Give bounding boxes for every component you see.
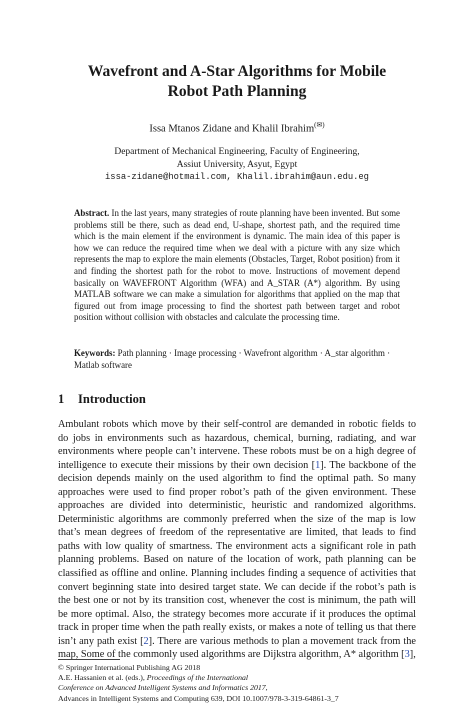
affiliation-line-1: Department of Mechanical Engineering, Faculty of Engineering, [114, 147, 360, 157]
abstract-block [74, 208, 400, 324]
keywords-block [74, 348, 400, 371]
paper-title [40, 62, 434, 102]
author-emails: issa-zidane@hotmail.com, Khalil.ibrahim@aun.edu.eg [105, 172, 369, 182]
footer-editors-text: A.E. Hassanien et al. (eds.), [58, 673, 147, 683]
corresponding-author-mark: (✉) [314, 121, 325, 129]
intro-text-part-3: ]. There are various methods to plan a movement track from the map, Some of the commonly used algorithms are Dijkstra algorithm, A* algorithm [ [58, 635, 416, 661]
publication-footer [58, 663, 418, 704]
abstract-text: In the last years, many strategies of route planning have been invented. But some problems still be there, such as dead end, U-shape, shortest path, and the required time which is the main element if the environment is dynamic. The main idea of this paper is how we can reduce the required time when we deal with a picture with any size which represents the map to explore the main elements (Obstacles, Target, Robot position) from it and finding the shortest path for the robot to move. Instructions of movement depend basically on WAVEFRONT Algorithm (WFA) and A_STAR (A*) algorithm. By using MATLAB software we can make a simulation for algorithms that applied on the map that figured out from image processing to find the shortest path between target and robot position without collision with obstacles and calculate the processing time. [74, 208, 400, 323]
footer-conference: Conference on Advanced Intelligent Systems and Informatics 2017, [58, 683, 268, 693]
citation-link-2[interactable]: 2 [143, 635, 149, 647]
introduction-paragraph [58, 418, 416, 662]
affiliation-line-2: Assiut University, Asyut, Egypt [176, 160, 298, 170]
footer-copyright: © Springer International Publishing AG 2018 [58, 663, 201, 672]
footer-divider [58, 659, 120, 660]
citation-link-3[interactable]: 3 [404, 649, 410, 661]
abstract-label: Abstract. [74, 208, 110, 218]
title-line-1: Wavefront and A-Star Algorithms for Mobile [87, 63, 387, 80]
author-list [40, 121, 434, 135]
intro-text-part-1: Ambulant robots which move by their self-control are demanded in robotic fields to do jobs in environments such as hazardous, chemical, burning, radiating, and war environments where people can’t intervene. These robots must be on a high degree of intelligence to execute their missions by their own decision [ [58, 419, 416, 471]
footer-series-doi: Advances in Intelligent Systems and Computing 639, DOI 10.1007/978-3-319-64861-3_7 [58, 693, 339, 703]
section-number: 1 [58, 392, 65, 406]
affiliation [40, 146, 434, 172]
intro-text-part-2: ]. The backbone of the decision depends mainly on the used algorithm to find the optimal path. So many approaches were used to find proper robot’s path of the given environment. These approaches are divided into deterministic, heuristic and randomized algorithms. Deterministic algorithms are commonly preferred when the size of the map is low that’s mean degrees of freedom of the representative are limited, that leads to find paths with low quality of smartness. The environment acts a significant role in path planning problems. Based on nature of the location of work, path planning can be classified as offline and online. Planning includes finding a sequence of activities that convert beginning state into desired target state. We can decide if the robot’s path is the best one or not by its transition cost, whenever the cost is minimum, the path will be more optimal. Also, the strategy becomes more accurate if it produces the optimal track in proper time when the path really exists, or makes a note of telling us that there isn’t any path exist [ [58, 459, 416, 647]
keywords-label: Keywords: [74, 348, 116, 358]
title-line-2: Robot Path Planning [167, 83, 307, 100]
section-title: Introduction [78, 392, 146, 406]
intro-text-part-4: ], [409, 649, 416, 661]
author-names: Issa Mtanos Zidane and Khalil Ibrahim [149, 123, 315, 135]
section-heading [58, 392, 146, 407]
keywords-text: Path planning · Image processing · Wavefront algorithm · A_star algorithm · Matlab software [74, 348, 391, 370]
footer-proceedings-title: Proceedings of the International [146, 673, 249, 683]
citation-link-1[interactable]: 1 [315, 459, 321, 471]
footer-editors [58, 673, 418, 683]
